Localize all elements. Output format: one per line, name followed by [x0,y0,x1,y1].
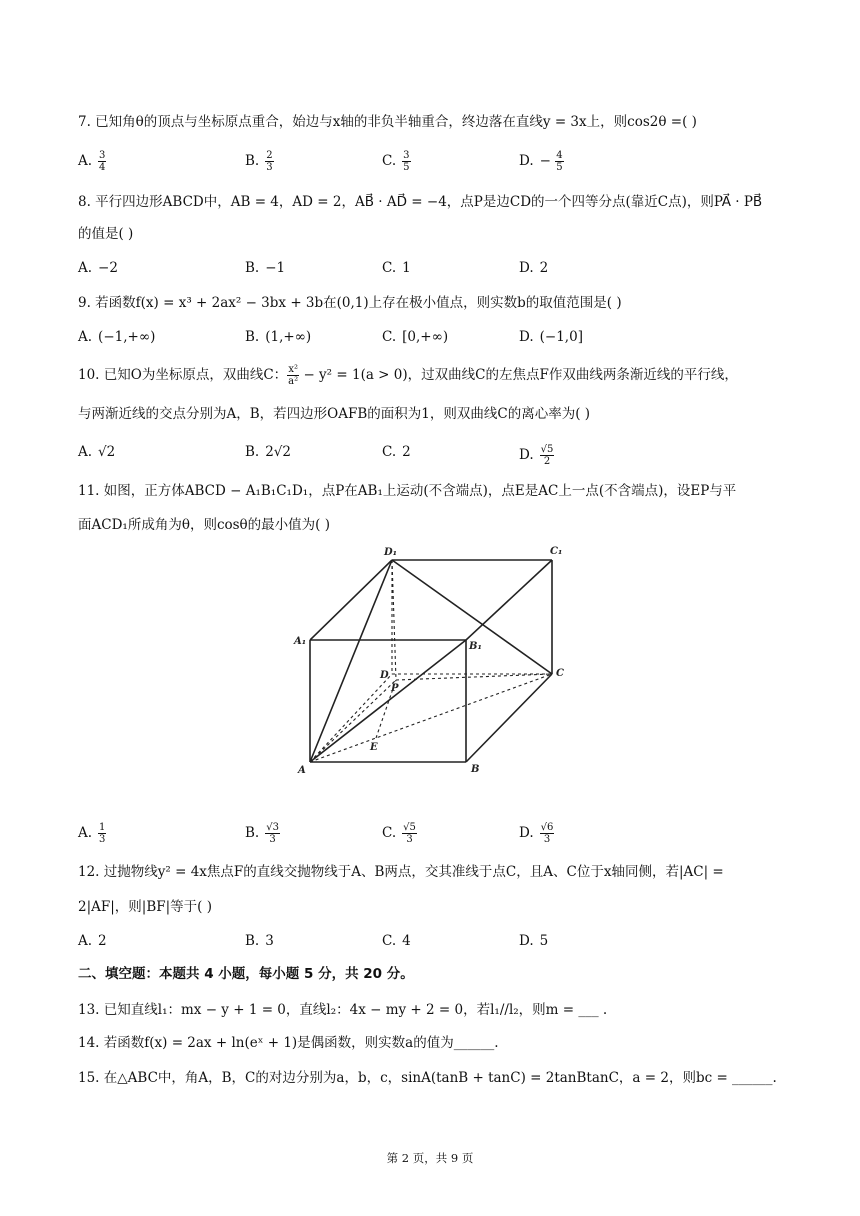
question-12-options [78,933,788,957]
question-10-line1: 10. 已知O为坐标原点，双曲线C： $\frac{\text{x²}}{\text{a²}}$ − y² = 1(a > 0)，过双曲线C的左焦点F作双曲线两条渐近线的平行线， [78,364,738,387]
edge-b1c1 [466,560,552,640]
option-b: B. $\frac{√3}{3}$ [245,822,279,845]
section-heading-fill-in: 二、填空题：本题共 4 小题，每小题 5 分，共 20 分。 [78,966,414,982]
question-15: 15. 在△ABC中，角A，B，C的对边分别为a，b，c，sinA(tanB + tanC) = 2tanBtanC，a = 2，则bc = ______. [78,1070,777,1086]
question-11-options [78,822,788,846]
question-11-line1: 11. 如图，正方体ABCD − A₁B₁C₁D₁，点P在AB₁上运动(不含端点)，点E是AC上一点(不含端点)，设EP与平 [78,483,737,499]
option-b: B. 2√2 [245,444,291,460]
question-9-options [78,329,788,353]
option-a: A. √2 [78,444,116,460]
page-footer: 第 2 页，共 9 页 [386,1151,474,1165]
option-b: B. (1,+∞) [245,329,312,345]
label-c: C [556,668,564,679]
question-7: 7. 已知角θ的顶点与坐标原点重合，始边与x轴的非负半轴重合，终边落在直线y = 3x上，则cos2θ =( ) [78,114,697,130]
option-a: A. $\frac{1}{3}$ [78,822,106,845]
option-d: D. $\frac{√6}{3}$ [519,822,554,845]
label-e: E [370,742,378,753]
option-a: A. 2 [78,933,107,949]
option-b: B. −1 [245,260,286,276]
question-12-line2: 2|AF|，则|BF|等于( ) [78,899,213,915]
line-ad1 [310,560,392,762]
question-8-options [78,260,788,284]
option-c: C. $\frac{√5}{3}$ [382,822,416,845]
label-p: P [391,683,399,694]
option-a: A. −2 [78,260,118,276]
hidden-edge-ad [310,674,392,762]
label-a1: A₁ [294,636,307,647]
label-b: B [471,764,480,775]
option-d: D. 2 [519,260,549,276]
question-14: 14. 若函数f(x) = 2ax + ln(eˣ + 1)是偶函数，则实数a的值为______. [78,1035,499,1051]
question-8-line2: 的值是( ) [78,226,134,242]
question-10-line2: 与两渐近线的交点分别为A，B，若四边形OAFB的面积为1，则双曲线C的离心率为( ) [78,406,591,422]
question-8-line1: 8. 平行四边形ABCD中，AB = 4，AD = 2，AB⃗ · AD⃗ = −4，点P是边CD的一个四等分点(靠近C点)，则PA⃗ · PB⃗ [78,194,763,210]
option-d: D. $\frac{√5}{2}$ [519,444,554,467]
cube-figure [288,540,578,780]
option-d: D. (−1,0] [519,329,583,345]
option-b: B. $\frac{2}{3}$ [245,150,273,173]
option-d: D. − $\frac{4}{5}$ [519,150,563,173]
option-c: C. $\frac{3}{5}$ [382,150,410,173]
edge-a1d1 [310,560,392,640]
hidden-line-d1p [392,560,396,680]
option-c: C. 2 [382,444,411,460]
question-10-options [78,444,788,468]
line-d1c [392,560,552,674]
label-d: D [380,670,389,681]
line-ab1 [310,640,466,762]
question-7-options [78,150,788,174]
option-a: A. $\frac{3}{4}$ [78,150,106,173]
hidden-line-ap [310,680,396,762]
label-b1: B₁ [469,641,482,652]
edge-bc [466,674,552,762]
label-c1: C₁ [550,546,563,557]
option-d: D. 5 [519,933,549,949]
option-b: B. 3 [245,933,274,949]
option-a: A. (−1,+∞) [78,329,156,345]
question-9: 9. 若函数f(x) = x³ + 2ax² − 3bx + 3b在(0,1)上存在极小值点，则实数b的取值范围是( ) [78,295,622,311]
question-13: 13. 已知直线l₁：mx − y + 1 = 0，直线l₂：4x − my + 2 = 0，若l₁//l₂，则m = ___ . [78,1002,608,1018]
option-c: C. 1 [382,260,411,276]
question-12-line1: 12. 过抛物线y² = 4x焦点F的直线交抛物线于A、B两点，交其准线于点C，且A、C位于x轴同侧，若|AC| = [78,864,724,880]
label-d1: D₁ [384,547,398,558]
label-a: A [298,765,306,776]
question-11-line2: 面ACD₁所成角为θ，则cosθ的最小值为( ) [78,517,331,533]
hidden-line-ac [310,674,552,762]
option-c: C. 4 [382,933,411,949]
option-c: C. [0,+∞) [382,329,449,345]
cube-diagram [288,540,578,780]
